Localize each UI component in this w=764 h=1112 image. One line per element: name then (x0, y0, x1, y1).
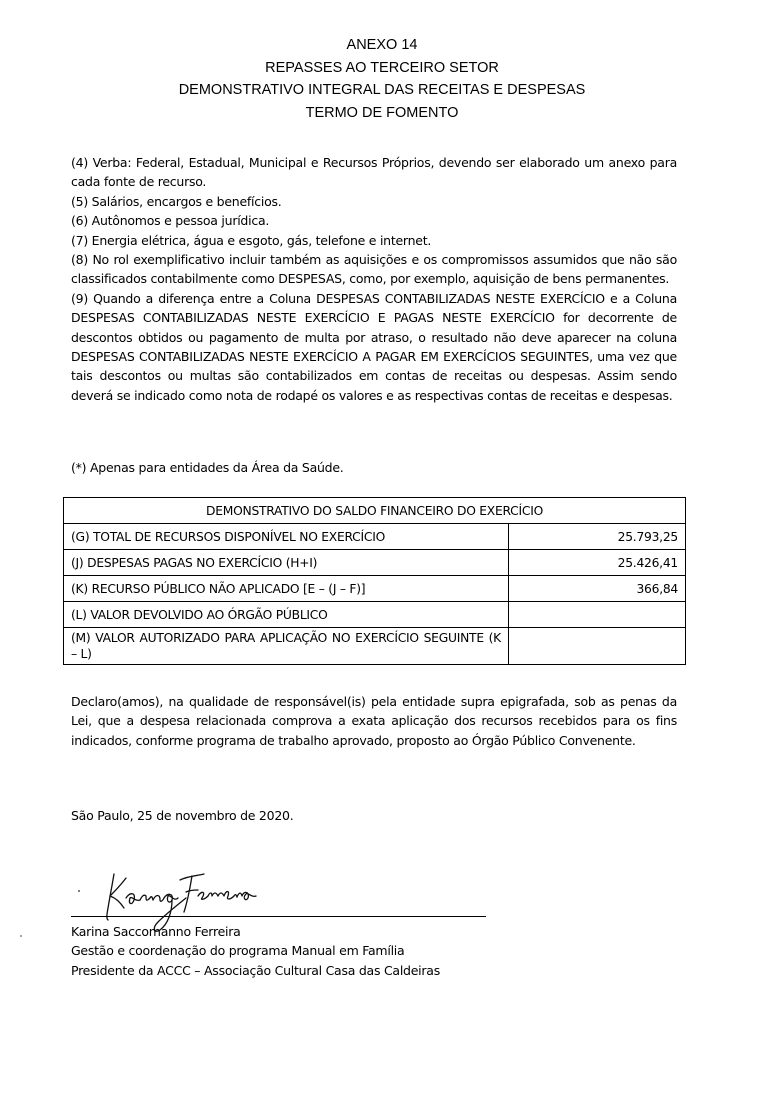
row-label-g: (G) TOTAL DE RECURSOS DISPONÍVEL NO EXERCÍCIO (64, 524, 509, 550)
place-date: São Paulo, 25 de novembro de 2020. (71, 808, 294, 823)
saldo-table-header-row (64, 498, 686, 524)
saldo-table (63, 497, 686, 665)
saldo-table-title: DEMONSTRATIVO DO SALDO FINANCEIRO DO EXERCÍCIO (64, 498, 686, 524)
row-value-m (509, 628, 686, 665)
signer-role: Gestão e coordenação do programa Manual em Família (71, 943, 405, 959)
ink-dot (78, 890, 80, 892)
row-value-j: 25.426,41 (509, 550, 686, 576)
declaration (71, 692, 677, 750)
table-row (64, 576, 686, 602)
document-header (0, 34, 764, 124)
row-value-l (509, 602, 686, 628)
signature-line (71, 916, 486, 917)
declaration-text: Declaro(amos), na qualidade de responsável(is) pela entidade supra epigrafada, sob as penas da Lei, que a despesa relacionada comprova a exata aplicação dos recursos recebidos para os fins indicados, conforme programa de trabalho aprovado, proposto ao Órgão Público Convenente. (71, 694, 677, 748)
note-8: (8) No rol exemplificativo incluir também as aquisições e os compromissos assumidos que não são classificados contabilmente como DESPESAS, como, por exemplo, aquisição de bens permanentes. (71, 252, 677, 287)
row-label-l: (L) VALOR DEVOLVIDO AO ÓRGÃO PÚBLICO (64, 602, 509, 628)
row-value-g: 25.793,25 (509, 524, 686, 550)
note-4: (4) Verba: Federal, Estadual, Municipal e Recursos Próprios, devendo ser elaborado um anexo para cada fonte de recurso. (71, 155, 677, 190)
note-5: (5) Salários, encargos e benefícios. (71, 193, 282, 209)
annex-subtitle: REPASSES AO TERCEIRO SETOR (265, 59, 499, 76)
row-value-k: 366,84 (509, 576, 686, 602)
table-row (64, 628, 686, 665)
note-6: (6) Autônomos e pessoa jurídica. (71, 213, 270, 229)
signer-title: Presidente da ACCC – Associação Cultural Casa das Caldeiras (71, 962, 440, 978)
annex-number: ANEXO 14 (346, 37, 418, 53)
note-7: (7) Energia elétrica, água e esgoto, gás, telefone e internet. (71, 232, 432, 248)
document-title: DEMONSTRATIVO INTEGRAL DAS RECEITAS E DESPESAS (178, 82, 586, 98)
note-9: (9) Quando a diferença entre a Coluna DESPESAS CONTABILIZADAS NESTE EXERCÍCIO e a Coluna DESPESAS CONTABILIZADAS NESTE EXERCÍCIO E PAGAS NESTE EXERCÍCIO for decorrente de descontos obtidos ou pagamento de multa por atraso, o resultado não deve aparecer na coluna DESPESAS CONTABILIZADAS NESTE EXERCÍCIO A PAGAR EM EXERCÍCIOS SEGUINTES, uma vez que tais descontos ou multas são contabilizados em contas de receitas ou despesas. Assim sendo deverá se indicado como nota de rodapé os valores e as respectivas contas de receitas e despesas. (71, 290, 677, 403)
row-label-j: (J) DESPESAS PAGAS NO EXERCÍCIO (H+I) (64, 550, 509, 576)
table-row (64, 524, 686, 550)
row-label-m: (M) VALOR AUTORIZADO PARA APLICAÇÃO NO EXERCÍCIO SEGUINTE (K – L) (64, 628, 509, 665)
table-row (64, 602, 686, 628)
row-label-k: (K) RECURSO PÚBLICO NÃO APLICADO [E – (J – F)] (64, 576, 509, 602)
table-row (64, 550, 686, 576)
footnotes (71, 153, 677, 405)
ink-dot (20, 935, 22, 937)
health-note: (*) Apenas para entidades da Área da Saúde. (71, 460, 344, 475)
document-type: TERMO DE FOMENTO (305, 104, 459, 121)
signer-name: Karina Saccomanno Ferreira (71, 924, 241, 939)
signer-block (71, 922, 440, 980)
